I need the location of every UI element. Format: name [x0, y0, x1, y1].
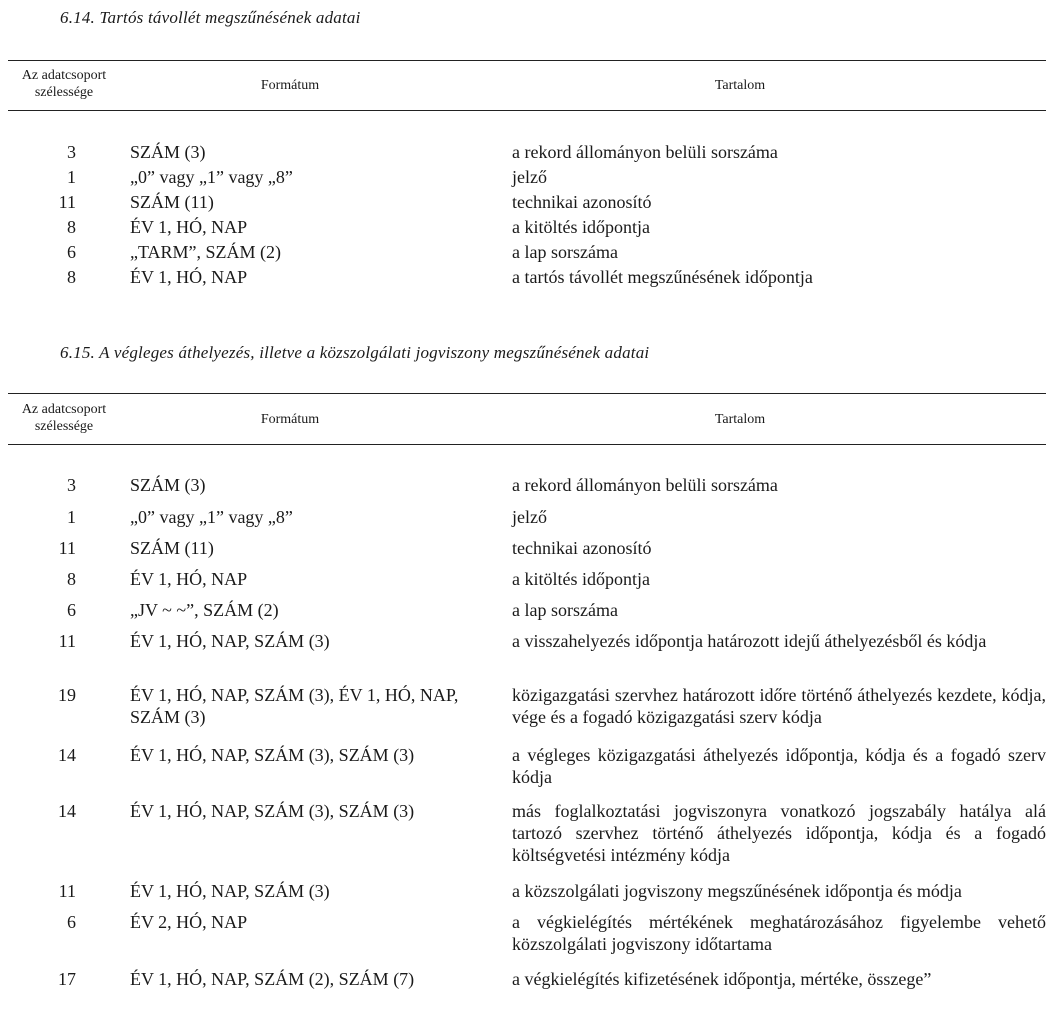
cell-content: a lap sorszáma — [512, 600, 618, 620]
table-top-rule — [8, 60, 1046, 61]
header-format: Formátum — [260, 412, 320, 427]
cell-width: 11 — [58, 192, 76, 212]
cell-width: 14 — [58, 745, 76, 765]
cell-format: SZÁM (3) — [130, 475, 206, 495]
header-width-line2: szélessége — [34, 85, 94, 100]
cell-format: ÉV 1, HÓ, NAP, SZÁM (3) — [130, 881, 330, 901]
cell-width: 14 — [58, 801, 76, 821]
cell-width: 6 — [67, 912, 76, 932]
cell-content: a kitöltés időpontja — [512, 217, 650, 237]
header-width — [8, 401, 120, 435]
cell-format: ÉV 1, HÓ, NAP — [130, 217, 248, 237]
cell-content: a rekord állományon belüli sorszáma — [512, 142, 778, 162]
cell-content: közigazgatási szervhez határozott időre történő áthelyezés kezdete, kódja, vége és a fogadó közigazgatási szerv kódja — [512, 685, 1046, 727]
section-title-6-15: 6.15. A végleges áthelyezés, illetve a közszolgálati jogviszony megszűnésének adatai — [60, 343, 650, 362]
cell-format: SZÁM (3) — [130, 142, 206, 162]
cell-content: a végkielégítés kifizetésének időpontja, mértéke, összege” — [512, 969, 932, 989]
cell-format: ÉV 1, HÓ, NAP — [130, 569, 248, 589]
cell-format: „0” vagy „1” vagy „8” — [130, 167, 293, 187]
cell-format: ÉV 1, HÓ, NAP — [130, 267, 248, 287]
header-width-line1: Az adatcsoport — [21, 68, 107, 83]
cell-format: ÉV 1, HÓ, NAP, SZÁM (3), SZÁM (3) — [130, 745, 415, 765]
cell-content: a kitöltés időpontja — [512, 569, 650, 589]
cell-width: 3 — [67, 475, 76, 495]
cell-format: „JV ~ ~”, SZÁM (2) — [130, 600, 279, 620]
cell-width: 8 — [67, 267, 76, 287]
cell-width: 6 — [67, 600, 76, 620]
section-title-6-14: 6.14. Tartós távollét megszűnésének adatai — [60, 8, 361, 27]
cell-width: 11 — [58, 631, 76, 651]
cell-format: ÉV 1, HÓ, NAP, SZÁM (2), SZÁM (7) — [130, 969, 415, 989]
cell-width: 1 — [67, 507, 76, 527]
cell-width: 8 — [67, 569, 76, 589]
cell-content: jelző — [512, 167, 547, 187]
cell-format: ÉV 1, HÓ, NAP, SZÁM (3), ÉV 1, HÓ, NAP, SZÁM (3) — [130, 685, 459, 727]
header-format: Formátum — [260, 78, 320, 93]
cell-format: ÉV 1, HÓ, NAP, SZÁM (3), SZÁM (3) — [130, 801, 415, 821]
cell-content: a lap sorszáma — [512, 242, 618, 262]
cell-width: 8 — [67, 217, 76, 237]
table-header-rule — [8, 110, 1046, 111]
cell-content: a rekord állományon belüli sorszáma — [512, 475, 778, 495]
cell-content: technikai azonosító — [512, 192, 652, 212]
table-top-rule — [8, 393, 1046, 394]
cell-format: ÉV 1, HÓ, NAP, SZÁM (3) — [130, 631, 330, 651]
cell-format: SZÁM (11) — [130, 192, 214, 212]
cell-content: technikai azonosító — [512, 538, 652, 558]
cell-content: a végleges közigazgatási áthelyezés időpontja, kódja és a fogadó szerv kódja — [512, 745, 1046, 787]
header-width — [8, 67, 120, 101]
cell-width: 3 — [67, 142, 76, 162]
cell-width: 1 — [67, 167, 76, 187]
cell-content: más foglalkoztatási jogviszonyra vonatkozó jogszabály hatálya alá tartozó szervhez történő áthelyezés időpontja, kódja és a fogadó költségvetési intézmény kódja — [512, 801, 1046, 865]
cell-content: a tartós távollét megszűnésének időpontja — [512, 267, 813, 287]
cell-width: 19 — [58, 685, 76, 705]
cell-format: ÉV 2, HÓ, NAP — [130, 912, 248, 932]
cell-width: 6 — [67, 242, 76, 262]
header-content: Tartalom — [714, 412, 766, 427]
cell-content: jelző — [512, 507, 547, 527]
header-width-line1: Az adatcsoport — [21, 402, 107, 417]
cell-format: „TARM”, SZÁM (2) — [130, 242, 282, 262]
cell-width: 17 — [58, 969, 76, 989]
cell-width: 11 — [58, 538, 76, 558]
table-header-rule — [8, 444, 1046, 445]
cell-content: a közszolgálati jogviszony megszűnésének időpontja és módja — [512, 881, 962, 901]
cell-format: „0” vagy „1” vagy „8” — [130, 507, 293, 527]
cell-content: a végkielégítés mértékének meghatározásához figyelembe vehető közszolgálati jogviszony időtartama — [512, 912, 1046, 954]
header-content: Tartalom — [714, 78, 766, 93]
cell-format: SZÁM (11) — [130, 538, 214, 558]
cell-content: a visszahelyezés időpontja határozott idejű áthelyezésből és kódja — [512, 631, 987, 651]
cell-width: 11 — [58, 881, 76, 901]
header-width-line2: szélessége — [34, 419, 94, 434]
